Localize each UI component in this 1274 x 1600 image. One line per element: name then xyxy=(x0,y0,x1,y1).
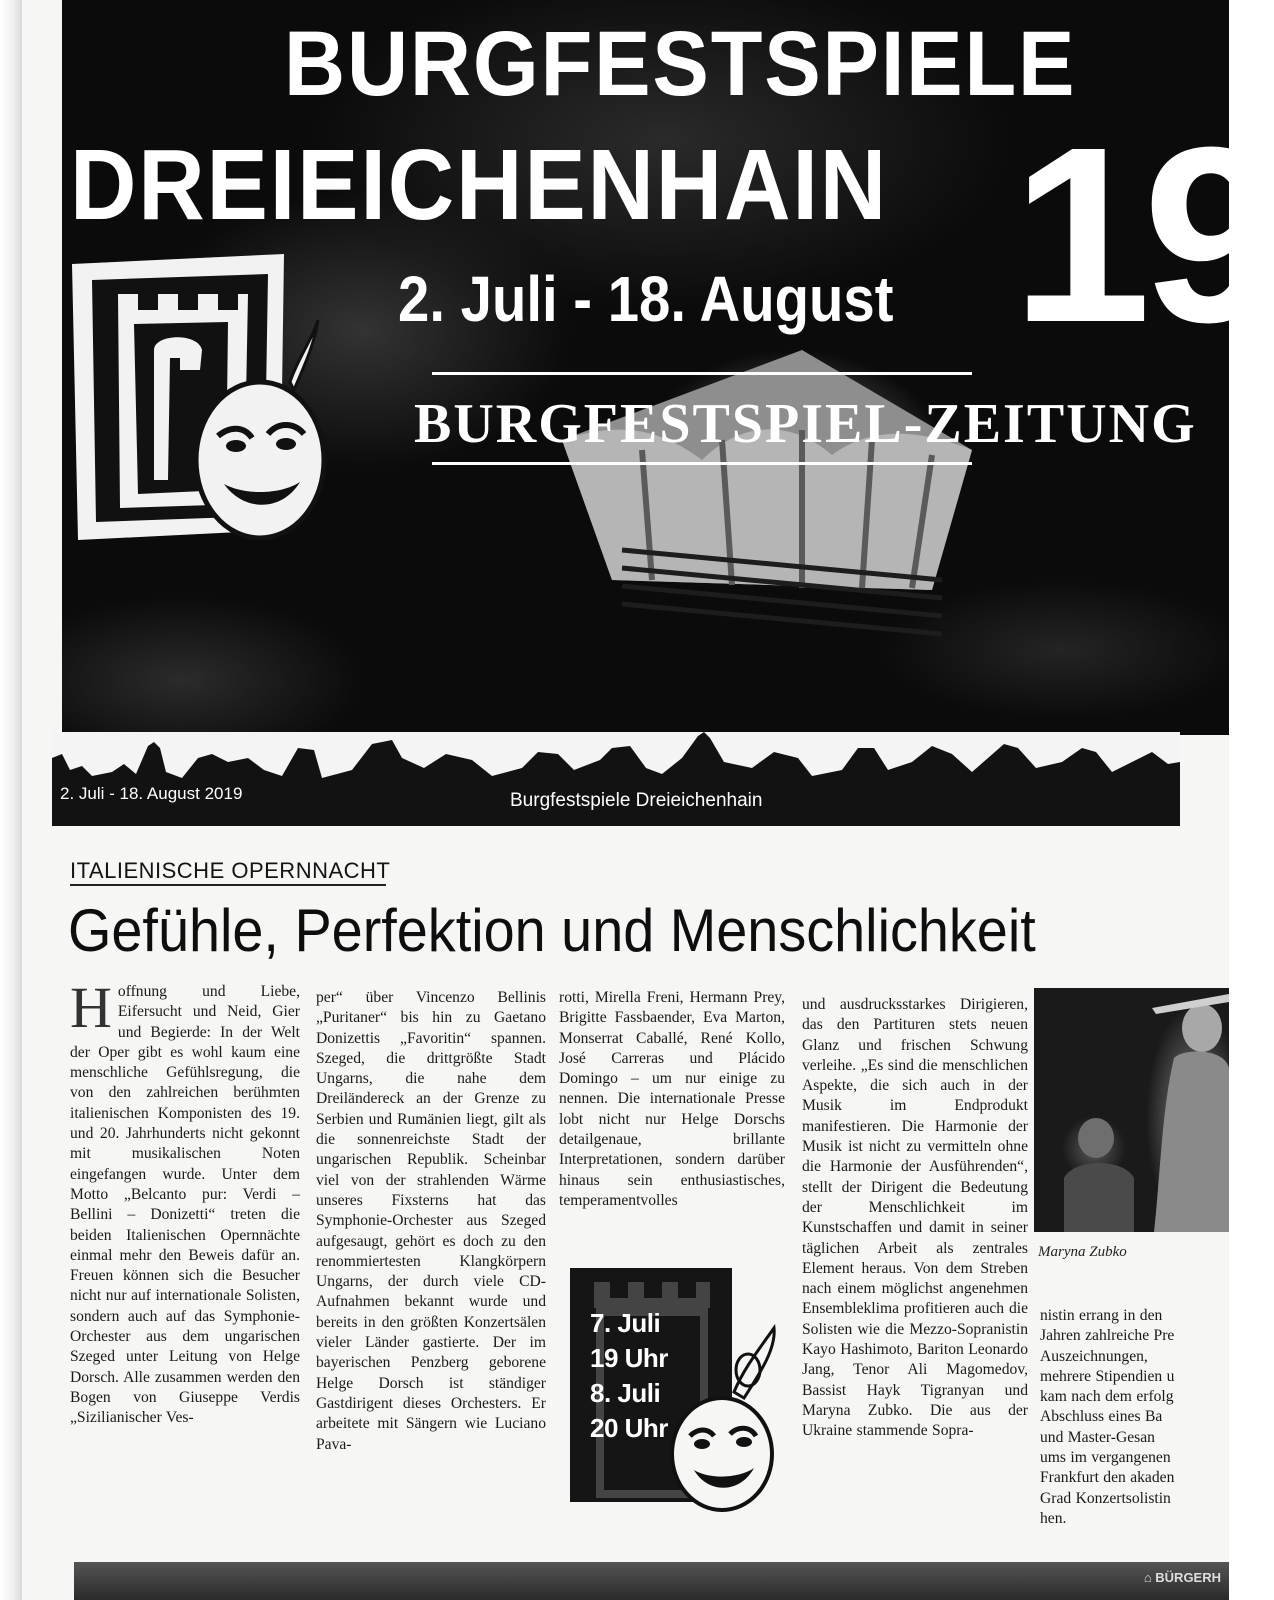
year-number: 19 xyxy=(1012,95,1274,374)
drop-cap: H xyxy=(70,975,112,1040)
footer-strip xyxy=(74,1562,1229,1600)
skyline-banner xyxy=(52,718,1180,826)
column-5-line: ums im vergangenen xyxy=(1040,1449,1171,1467)
column-5-line: Grad Konzertsolistin xyxy=(1040,1489,1171,1507)
banner-dates: 2. Juli - 18. August 2019 xyxy=(60,784,243,803)
performance-dates: 7. Juli 19 Uhr 8. Juli 20 Uhr xyxy=(590,1308,668,1443)
subtitle-rule-bottom xyxy=(432,462,972,465)
kicker-underline xyxy=(70,884,386,886)
banner-festival-name: Burgfestspiele Dreieichenhain xyxy=(510,790,763,811)
photo-caption: Maryna Zubko xyxy=(1038,1244,1127,1260)
column-5-line: Frankfurt den akaden xyxy=(1040,1469,1175,1487)
photo-maryna-zubko xyxy=(1034,988,1229,1232)
festival-tent-illustration xyxy=(502,330,1022,650)
article-column-4: und ausdrucksstarkes Dirigieren, das den Partituren stets neuen Glanz und frischen Schwung verleihe. „Es sind die menschlichen Aspekte, die sich auch in der Musik im Endprodukt manifestieren. Die Harmonie der Musik ist nicht zu vermitteln ohne die Harmonie der Ausführenden“, stellt der Dirigent die Bedeutung der Menschlichkeit im Kunstschaffen und damit in seiner täglichen Arbeit als zentrales Element heraus. Von dem Streben nach einem möglichst angenehmen Ensembleklima profitieren auch die Solisten wie die Mezzo-Sopranistin Kayo Hashimoto, Bariton Leonardo Jang, Tenor Ali Magomedov, Bassist Hayk Tigranyan und Maryna Zubko. Die aus der Ukraine stammende Sopra- xyxy=(802,996,1028,1440)
column-5-line: hen. xyxy=(1040,1509,1067,1527)
article-headline: Gefühle, Perfektion und Menschlichkeit xyxy=(68,897,1036,964)
newspaper-subtitle: BURGFESTSPIEL-ZEITUNG xyxy=(414,393,1197,455)
article-column-1-text: offnung und Liebe, Eifersucht und Neid, Gier und Begierde: In der Welt der Oper gibt es wohl kaum eine menschliche Gefühlsregung, die von den zahlreichen berühmten italienischen Komponisten des 19. und 20. Jahrhunderts nicht gekonnt mit musikalischen Noten eingefangen wurde. Unter dem Motto „Belcanto pur: Verdi – Bellini – Donizetti“ treten die beiden Italienischen Opernnächte einmal mehr den Beweis dafür an. Freuen können sich die Besucher nicht nur auf internationale Solisten, sondern auch auf das Symphonie-Orchester aus dem ungarischen Szeged unter Leitung von Helge Dorsch. Alle zusammen werden den Bogen von Giuseppe Verdis „Sizilianischer Ves- xyxy=(70,983,300,1427)
article-column-5 xyxy=(1040,1306,1230,1529)
column-5-line: und Master-Gesan xyxy=(1040,1428,1155,1446)
column-5-line: Auszeichnungen, xyxy=(1040,1347,1148,1365)
header-photo xyxy=(62,0,1274,735)
festival-dates: 2. Juli - 18. August xyxy=(398,263,894,335)
scan-edge xyxy=(0,0,22,1600)
singer-photo-silhouette xyxy=(1034,988,1229,1232)
article-column-2: per“ über Vincenzo Bellinis „Puritaner“ bis hin zu Gaetano Donizettis „Favoritin“ spannen. Szeged, die drittgrößte Stadt Ungarns, die nahe dem Dreiländereck an der Grenze zu Serbien und Rumänien liegt, gilt als die sonnenreichste Stadt der ungarischen Republik. Scheinbar viel von der strahlenden Wärme unseres Fixsterns hat das Symphonie-Orchester aus Szeged aufgesaugt, gehört es doch zu den renommiertesten Klangkörpern Ungarns, der durch viele CD-Aufnahmen bekannt wurde und bereits in den größten Konzertsälen vieler Länder gastierte. Der im bayerischen Penzberg geborene Helge Dorsch ist ständiger Gastdirigent dieses Orchesters. Er arbeitete mit Sängern wie Luciano Pava- xyxy=(316,989,546,1453)
column-5-line: Jahren zahlreiche Pre xyxy=(1040,1327,1175,1345)
subtitle-rule-top xyxy=(432,372,972,375)
column-5-line: mehrere Stipendien u xyxy=(1040,1367,1175,1385)
title-line-2: DREIEICHENHAIN xyxy=(70,129,889,241)
festival-logo-large xyxy=(68,250,338,560)
theater-mask-icon xyxy=(664,1318,784,1514)
column-5-line: nistin errang in den xyxy=(1040,1307,1163,1324)
footer-sponsor: ⌂ BÜRGERH xyxy=(1143,1570,1221,1585)
column-5-line: Abschluss eines Ba xyxy=(1040,1408,1163,1426)
title-line-1: BURGFESTSPIELE xyxy=(284,13,1077,115)
column-5-line: kam nach dem erfolg xyxy=(1040,1388,1174,1406)
article-kicker: ITALIENISCHE OPERNNACHT xyxy=(70,858,391,883)
article-column-3: rotti, Mirella Freni, Hermann Prey, Brigitte Fassbaender, Eva Marton, Monserrat Caballé, René Kollo, José Carreras und Plácido Domingo – um nur einige zu nennen. Die internationale Presse lobt nicht nur Helge Dorschs detailgenaue, brillante Interpretationen, sondern darüber hinaus sein enthusiastisches, temperamentvolles xyxy=(559,989,785,1209)
article-column-1 xyxy=(70,975,300,1429)
event-dates-promo xyxy=(566,1258,782,1516)
